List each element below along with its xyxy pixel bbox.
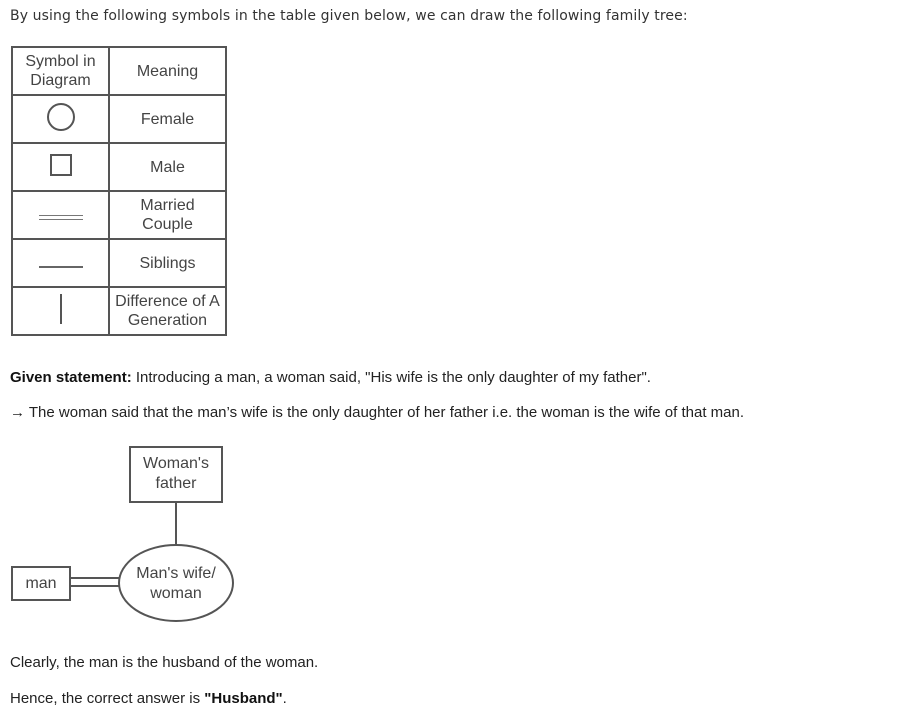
answer-text: Hence, the correct answer is "Husband". [10, 690, 287, 707]
meaning-cell: Male [109, 143, 226, 191]
single-line-icon [39, 266, 83, 268]
explanation-text: → The woman said that the man’s wife is the only daughter of her father i.e. the woman is the wife of that man. [10, 404, 745, 421]
meaning-cell: Female [109, 95, 226, 143]
given-statement [10, 369, 651, 386]
header-symbol: Symbol in Diagram [12, 47, 109, 95]
table-row [12, 95, 226, 143]
circle-icon [47, 103, 75, 131]
table-row [12, 239, 226, 287]
intro-text: By using the following symbols in the table given below, we can draw the following family tree: [10, 8, 688, 24]
womans-father-box: Woman's father [129, 446, 223, 503]
man-box: man [11, 566, 71, 601]
symbol-table [11, 46, 227, 336]
square-icon [50, 154, 72, 176]
double-line-icon [39, 215, 83, 220]
table-header-row [12, 47, 226, 95]
answer-value: "Husband" [204, 690, 283, 707]
table-row [12, 287, 226, 335]
meaning-cell: Married Couple [140, 197, 195, 233]
vertical-line-icon [60, 294, 62, 324]
table-row [12, 143, 226, 191]
conclusion-text: Clearly, the man is the husband of the woman. [10, 654, 319, 671]
table-row [12, 191, 226, 239]
header-meaning: Meaning [109, 47, 226, 95]
meaning-cell: Siblings [109, 239, 226, 287]
wife-woman-node: Man's wife/ woman [136, 565, 216, 602]
given-text: Introducing a man, a woman said, "His wife is the only daughter of my father". [131, 369, 651, 386]
meaning-cell: Difference of A Generation [115, 293, 220, 329]
family-tree-diagram [0, 440, 300, 640]
given-label: Given statement: [10, 369, 132, 386]
